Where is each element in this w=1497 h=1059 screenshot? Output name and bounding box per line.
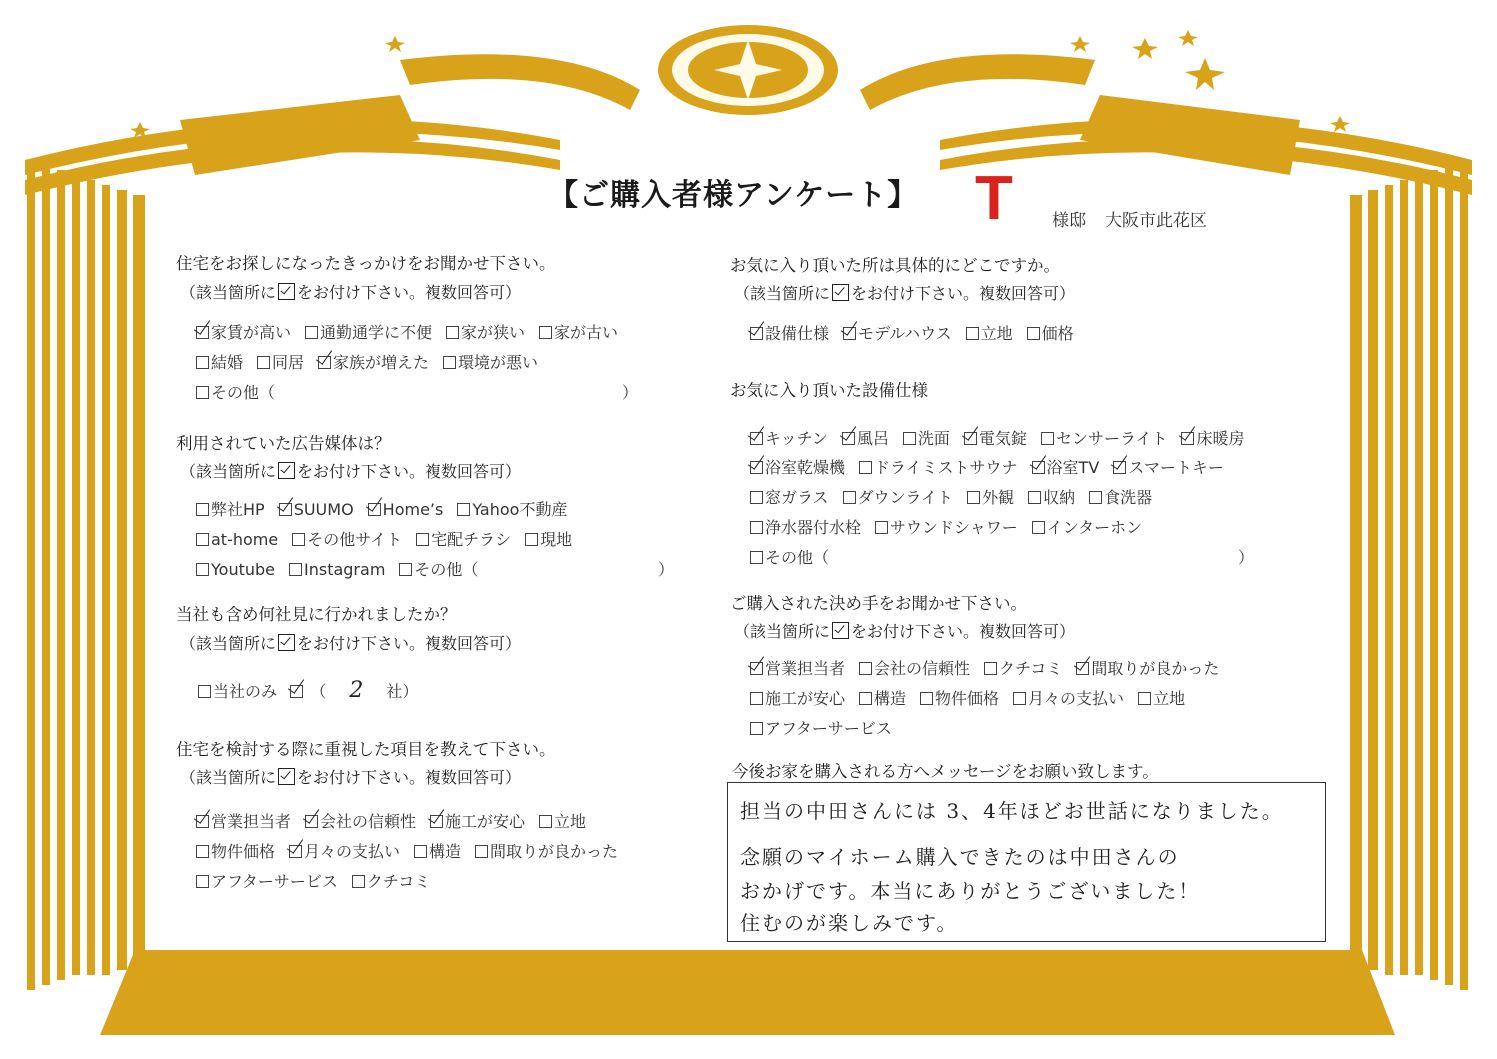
- option-label: 食洗器: [1104, 488, 1153, 507]
- option-label: 弊社HP: [211, 500, 265, 519]
- option-label: 洗面: [917, 429, 950, 448]
- checkbox-sample-icon: [832, 622, 849, 639]
- option-item: [1041, 426, 1168, 449]
- option-label: センサーライト: [1055, 429, 1168, 448]
- option-label: その他サイト: [307, 530, 403, 549]
- checkbox: [196, 563, 209, 576]
- option-label: インターホン: [1046, 518, 1143, 537]
- checkbox-checked: [1181, 432, 1194, 445]
- option-label: 風呂: [856, 429, 889, 448]
- option-label: 物件価格: [211, 842, 276, 861]
- option-label: サウンドシャワー: [890, 518, 1018, 537]
- option-item: [750, 455, 845, 478]
- option-item: [257, 350, 304, 373]
- q2-options-row-1: [196, 497, 581, 520]
- option-label: 設備仕様: [765, 324, 830, 343]
- q4-options-row-1: [196, 809, 600, 832]
- checkbox: [352, 875, 365, 888]
- option-label: 通勤通学に不便: [320, 323, 433, 342]
- option-item: [1027, 321, 1074, 344]
- checkbox: [443, 356, 456, 369]
- checkbox: [196, 845, 209, 858]
- q3-check-note: （該当箇所に をお付け下さい。複数回答可）: [180, 634, 522, 653]
- option-label: Instagram: [304, 560, 386, 579]
- option-label: その他（: [765, 548, 830, 567]
- option-item: [196, 350, 243, 373]
- customer-honorific: 様邸: [1052, 211, 1086, 231]
- checkbox: [198, 685, 211, 698]
- q7-question: ご購入された決め手をお聞かせ下さい。: [730, 594, 1027, 613]
- option-label: モデルハウス: [858, 324, 952, 343]
- q7-options-row-2: [750, 686, 1199, 709]
- q2-close-paren: ）: [658, 560, 675, 579]
- checkbox: [750, 722, 763, 735]
- option-label: 浴室TV: [1046, 458, 1100, 477]
- checkbox: [1027, 327, 1040, 340]
- checkbox-checked: [1076, 662, 1089, 675]
- option-label: 浄水器付水栓: [765, 518, 862, 537]
- option-item: [875, 515, 1018, 538]
- option-item: [430, 809, 525, 832]
- option-label: 会社の信頼性: [320, 812, 417, 831]
- option-item: [750, 426, 828, 449]
- checkbox: [1032, 521, 1045, 534]
- option-label: キッチン: [765, 429, 828, 448]
- checkbox: [875, 521, 888, 534]
- checkbox-sample-icon: [832, 284, 849, 301]
- q3-answer: 当社のみ （ 2 社）: [198, 678, 418, 703]
- option-label: 現地: [540, 530, 573, 549]
- option-item: [196, 530, 278, 549]
- option-item: [289, 839, 400, 862]
- option-item: [539, 320, 618, 343]
- option-label: Home’s: [382, 500, 444, 519]
- option-item: [964, 426, 1027, 449]
- q6-options-row-5: [750, 545, 843, 568]
- option-item: [289, 560, 385, 579]
- option-item: [903, 426, 950, 449]
- checkbox: [196, 356, 209, 369]
- checkbox: [859, 461, 872, 474]
- option-item: [305, 809, 416, 832]
- option-item: [1013, 686, 1124, 709]
- option-item: [843, 321, 952, 344]
- option-item: [539, 809, 586, 832]
- option-label: Youtube: [211, 560, 275, 579]
- q6-options-row-4: [750, 515, 1156, 538]
- checkbox: [196, 875, 209, 888]
- checkbox-checked: [196, 815, 209, 828]
- option-label: 宅配チラシ: [431, 530, 512, 549]
- checkbox: [196, 533, 209, 546]
- checkbox-checked: [430, 815, 443, 828]
- survey-title: 【ご購入者様アンケート】: [548, 178, 919, 213]
- checkbox: [920, 692, 933, 705]
- option-item: [457, 497, 567, 520]
- option-label: アフターサービス: [211, 872, 338, 891]
- checkbox: [196, 386, 209, 399]
- option-label: 電気錠: [978, 429, 1027, 448]
- company-count: 2: [349, 678, 364, 703]
- message-line-1: 担当の中田さんには 3、4年ほどお世話になりました。: [740, 799, 1284, 823]
- checkbox-checked: [1032, 461, 1045, 474]
- checkbox: [292, 533, 305, 546]
- option-label: 家が古い: [554, 323, 619, 342]
- checkbox: [414, 845, 427, 858]
- option-label: at-home: [211, 530, 279, 549]
- option-label: 外観: [982, 488, 1015, 507]
- option-label: 同居: [272, 353, 305, 372]
- option-label: 営業担当者: [211, 812, 292, 831]
- q2-check-note: （該当箇所に をお付け下さい。複数回答可）: [180, 462, 522, 481]
- q7-options-row-3: [750, 716, 906, 739]
- checkbox: [1041, 432, 1054, 445]
- checkbox: [539, 326, 552, 339]
- option-item: [1032, 455, 1100, 478]
- option-item: [1138, 686, 1185, 709]
- option-label: 立地: [980, 324, 1013, 343]
- q6-options-row-1: [750, 426, 1258, 449]
- option-item: [750, 686, 845, 709]
- option-item: [525, 527, 572, 550]
- option-item: [196, 560, 275, 579]
- q7-check-note: （該当箇所に をお付け下さい。複数回答可）: [734, 622, 1076, 641]
- option-item: [446, 320, 525, 343]
- checkbox: [967, 491, 980, 504]
- option-label: クチコミ: [999, 659, 1063, 678]
- q1-question: 住宅をお探しになったきっかけをお聞かせ下さい。: [176, 254, 556, 273]
- q1-options-row-1: [196, 320, 632, 343]
- option-label: 営業担当者: [765, 659, 846, 678]
- option-label: 収納: [1043, 488, 1076, 507]
- option-item: [750, 656, 845, 679]
- checkbox-checked: [318, 356, 331, 369]
- checkbox: [1089, 491, 1102, 504]
- message-line-4: 住むのが楽しみです。: [740, 911, 959, 935]
- checkbox-checked: [964, 432, 977, 445]
- checkbox: [903, 432, 916, 445]
- option-item: [750, 485, 829, 508]
- option-label: 月々の支払い: [1028, 689, 1125, 708]
- q1-close-paren: ）: [622, 383, 639, 402]
- option-item: [1089, 485, 1152, 508]
- option-item: [305, 320, 432, 343]
- q6-close-paren: ）: [1238, 548, 1255, 567]
- option-item: [750, 545, 829, 568]
- checkbox-checked: [842, 432, 855, 445]
- checkbox-checked: [750, 432, 763, 445]
- option-label: Yahoo不動産: [472, 500, 568, 519]
- q5-check-note: （該当箇所に をお付け下さい。複数回答可）: [734, 284, 1076, 303]
- q7-options-row-1: [750, 656, 1233, 679]
- option-label: 結婚: [211, 353, 244, 372]
- checkbox-checked: [305, 815, 318, 828]
- option-label: その他（: [414, 560, 479, 579]
- option-label: 立地: [554, 812, 587, 831]
- q1-options-row-3: [196, 380, 289, 403]
- message-box: [727, 782, 1326, 942]
- checkbox: [843, 491, 856, 504]
- q5-options-row-1: [750, 321, 1088, 344]
- option-label: 家が狭い: [461, 323, 526, 342]
- checkbox: [1138, 692, 1151, 705]
- checkbox-sample-icon: [278, 462, 295, 479]
- option-label: その他（: [211, 383, 276, 402]
- option-item: [399, 557, 478, 580]
- option-item: [966, 321, 1013, 344]
- option-item: [1113, 455, 1224, 478]
- q6-options-row-3: [750, 485, 1166, 508]
- checkbox: [257, 356, 270, 369]
- checkbox: [446, 326, 459, 339]
- option-item: [443, 350, 538, 373]
- option-label: 構造: [429, 842, 462, 861]
- option-item: [750, 716, 892, 739]
- checkbox: [525, 533, 538, 546]
- checkbox-sample-icon: [278, 634, 295, 651]
- q5-question: お気に入り頂いた所は具体的にどこですか。: [730, 256, 1060, 275]
- option-item: [196, 380, 275, 403]
- option-item: [859, 656, 970, 679]
- option-item: [368, 500, 444, 519]
- option-label: 価格: [1041, 324, 1074, 343]
- q4-options-row-3: [196, 869, 444, 892]
- checkbox: [399, 563, 412, 576]
- option-item: [1181, 426, 1244, 449]
- q4-check-note: （該当箇所に をお付け下さい。複数回答可）: [180, 768, 522, 787]
- option-label: SUUMO: [293, 500, 354, 519]
- option-label: 施工が安心: [445, 812, 526, 831]
- checkbox-checked: [279, 503, 292, 516]
- option-item: [1076, 656, 1219, 679]
- option-label: 環境が悪い: [458, 353, 539, 372]
- q2-options-row-3: [196, 557, 492, 580]
- option-item: [750, 515, 861, 538]
- option-item: [920, 686, 999, 709]
- option-label: 家族が増えた: [333, 353, 430, 372]
- checkbox: [859, 692, 872, 705]
- q4-options-row-2: [196, 839, 632, 862]
- option-label: 床暖房: [1196, 429, 1245, 448]
- checkbox: [457, 503, 470, 516]
- q6-options-row-2: [750, 455, 1238, 478]
- checkbox-checked: [1113, 461, 1126, 474]
- option-label: 間取りが良かった: [1091, 659, 1220, 678]
- checkbox: [475, 845, 488, 858]
- option-label: 物件価格: [935, 689, 1000, 708]
- option-item: [984, 656, 1062, 679]
- message-line-2: 念願のマイホーム購入できたのは中田さんの: [740, 845, 1180, 869]
- checkbox-sample-icon: [278, 283, 295, 300]
- option-label: 会社の信頼性: [874, 659, 971, 678]
- q6-question: お気に入り頂いた設備仕様: [730, 381, 928, 400]
- checkbox-checked: [750, 662, 763, 675]
- checkbox: [289, 563, 302, 576]
- checkbox: [196, 503, 209, 516]
- option-item: [842, 426, 889, 449]
- checkbox-sample-icon: [278, 768, 295, 785]
- checkbox-checked: [750, 461, 763, 474]
- option-item: [1032, 515, 1142, 538]
- checkbox: [750, 521, 763, 534]
- checkbox: [305, 326, 318, 339]
- checkbox-checked: [289, 845, 302, 858]
- option-label: クチコミ: [366, 872, 431, 891]
- option-item: [196, 497, 265, 520]
- checkbox: [984, 662, 997, 675]
- option-item: [475, 839, 618, 862]
- option-label: ドライミストサウナ: [874, 458, 1018, 477]
- option-label: 立地: [1153, 689, 1186, 708]
- q1-options-row-2: [196, 350, 552, 373]
- checkbox: [966, 327, 979, 340]
- checkbox: [539, 815, 552, 828]
- option-item: [196, 320, 291, 343]
- q1-check-note: （該当箇所に をお付け下さい。複数回答可）: [180, 283, 522, 302]
- option-label: 浴室乾燥機: [765, 458, 846, 477]
- option-label: 施工が安心: [765, 689, 846, 708]
- checkbox: [1028, 491, 1041, 504]
- option-item: [750, 321, 829, 344]
- customer-city: 大阪市此花区: [1105, 211, 1207, 231]
- q2-options-row-2: [196, 527, 586, 550]
- checkbox: [750, 692, 763, 705]
- checkbox-checked: [196, 326, 209, 339]
- message-prompt: 今後お家を購入される方へメッセージをお願い致します。: [732, 762, 1159, 781]
- checkbox: [750, 551, 763, 564]
- option-label: 家賃が高い: [211, 323, 292, 342]
- checkbox-checked: [368, 503, 381, 516]
- q4-question: 住宅を検討する際に重視した項目を教えて下さい。: [176, 740, 556, 759]
- checkbox: [859, 662, 872, 675]
- q2-question: 利用されていた広告媒体は？: [176, 434, 391, 453]
- option-item: [859, 455, 1018, 478]
- option-item: [967, 485, 1014, 508]
- option-label: アフターサービス: [765, 719, 892, 738]
- option-label: 間取りが良かった: [490, 842, 619, 861]
- option-item: [416, 527, 511, 550]
- option-item: [859, 686, 906, 709]
- q3-question: 当社も含め何社見に行かれましたか？: [176, 605, 457, 624]
- checkbox: [1013, 692, 1026, 705]
- option-item: [196, 809, 291, 832]
- option-item: [352, 869, 430, 892]
- option-label: ダウンライト: [857, 488, 954, 507]
- checkbox: [750, 491, 763, 504]
- option-item: [843, 485, 954, 508]
- checkbox: [416, 533, 429, 546]
- option-label: 窓ガラス: [765, 488, 829, 507]
- option-item: [279, 500, 354, 519]
- checkbox-checked: [290, 685, 303, 698]
- option-item: [196, 869, 338, 892]
- option-label: 月々の支払い: [304, 842, 401, 861]
- option-item: [1028, 485, 1075, 508]
- option-label: スマートキー: [1128, 458, 1224, 477]
- checkbox-checked: [843, 327, 856, 340]
- message-line-3: おかげです。本当にありがとうございました！: [740, 879, 1201, 903]
- checkbox-checked: [750, 327, 763, 340]
- customer-initial: T: [975, 164, 1013, 233]
- option-item: [292, 527, 402, 550]
- option-label: 構造: [874, 689, 907, 708]
- option-item: [414, 839, 461, 862]
- option-item: [196, 839, 275, 862]
- option-item: [318, 350, 429, 373]
